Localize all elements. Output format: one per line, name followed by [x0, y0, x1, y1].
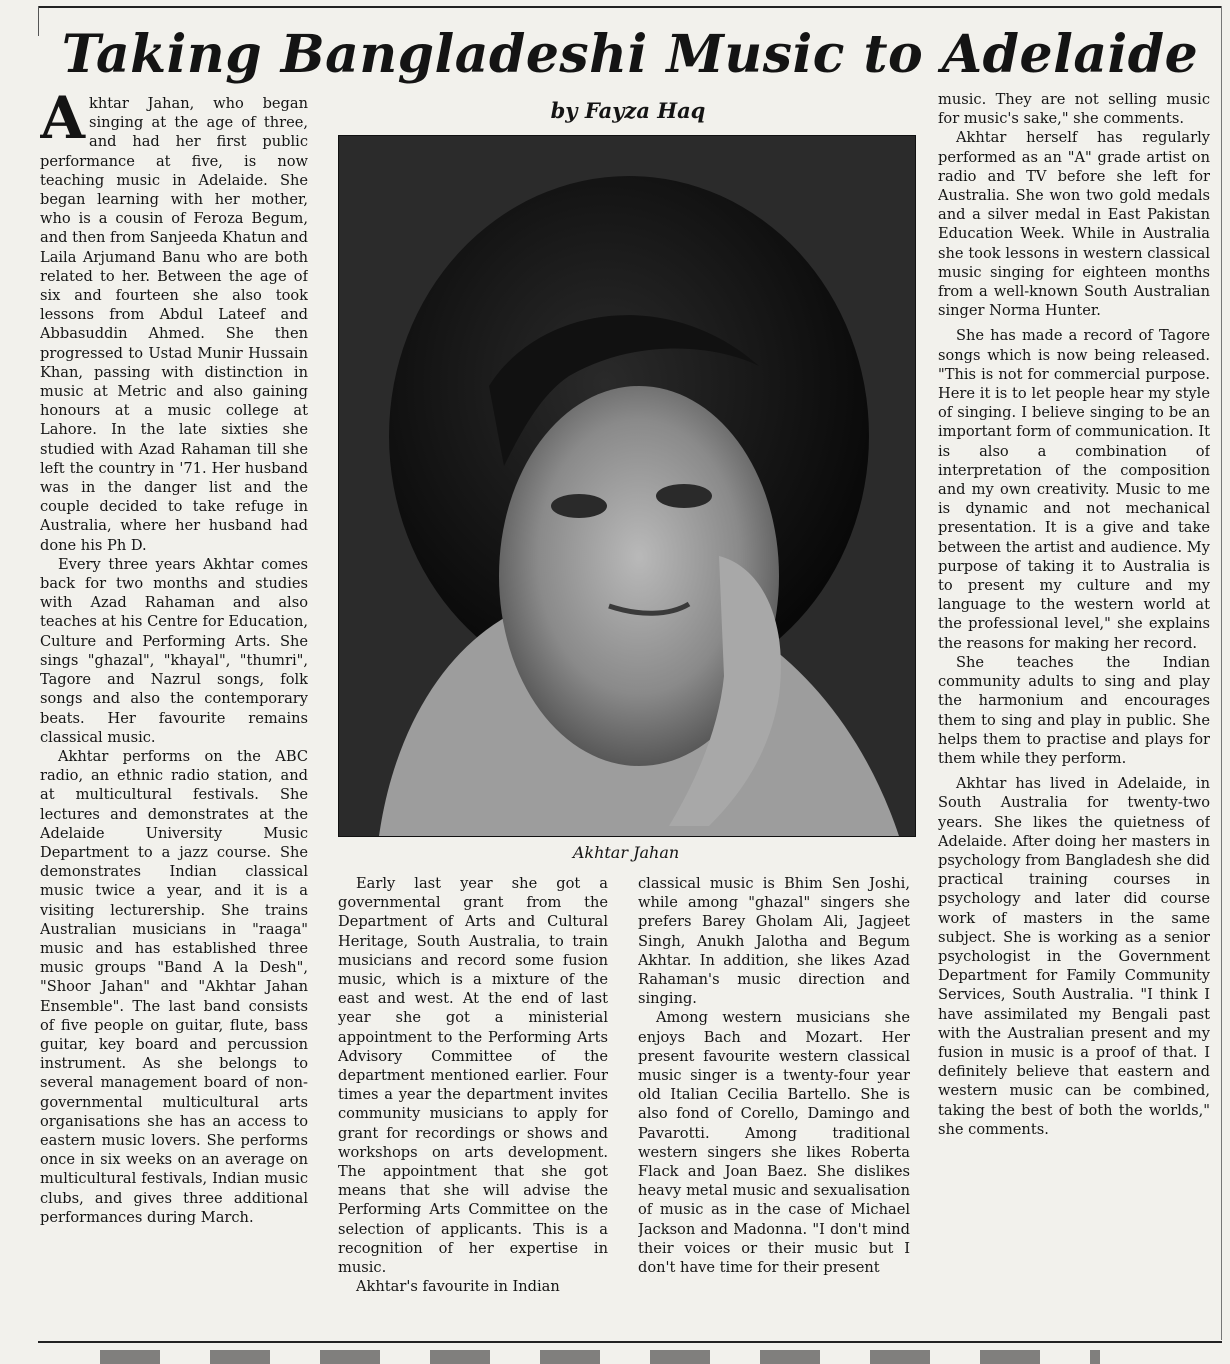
paragraph: Every three years Akhtar comes back for two months and studies with Azad Rahaman and also teaches at his Centre for Education, Culture and Performing Arts. She sings "ghazal", "khayal", "thumri", Tagore and Nazrul songs, folk songs and also the contemporary beats. Her favourite remains classical music. — [40, 555, 308, 746]
paragraph: classical music is Bhim Sen Joshi, while among "ghazal" singers she prefers Barey Gholam Ali, Jagjeet Singh, Anukh Jalotha and Begum Akhtar. In addition, she likes Azad Rahaman's music direction and singing. — [638, 875, 910, 1008]
column-3 — [638, 874, 910, 1340]
paragraph: Akhtar herself has regularly performed as an "A" grade artist on radio and TV before she left for Australia. She won two gold medals and a silver medal in East Pakistan Education Week. While in Australia she took lessons in western classical music singing for eighteen months from a well-known South Australian singer Norma Hunter. — [938, 129, 1210, 320]
paragraph: Akhtar performs on the ABC radio, an ethnic radio station, and at multicultural festivals. She lectures and demonstrates at the Adelaide University Music Department to a jazz course. She demonstrates Indian classical music twice a year, and it is a visiting lecturership. She trains Australian musicians in "raaga" music and has established three music groups "Band A la Desh", "Shoor Jahan" and "Akhtar Jahan Ensemble". The last band consists of five people on guitar, flute, bass guitar, key board and percussion instrument. As she belongs to several management board of non-governmental multicultural arts organisations she has an access to eastern music lovers. She performs once in six weeks on an average on multicultural festivals, Indian music clubs, and gives three additional performances during March. — [40, 747, 308, 1226]
column-1 — [40, 94, 308, 1340]
column-4 — [938, 90, 1210, 1340]
column-2 — [338, 874, 608, 1340]
left-rule — [38, 6, 39, 36]
photo-caption: Akhtar Jahan — [572, 843, 680, 862]
paragraph-text: khtar Jahan, who began singing at the age of three, and had her first public performance at five, is now teaching music in Adelaide. She began learning with her mother, who is a cousin of Feroza Begum, and then from Sanjeeda Khatun and Laila Arjumand Banu who are both related to her. Between the age of six and fourteen she also took lessons from Abdul Lateef and Abbasuddin Ahmed. She then progressed to Ustad Munir Hussain Khan, passing with distinction in music at Metric and also gaining honours at a music college at Lahore. In the late sixties she studied with Azad Rahaman till she left the country in '71. Her husband was in the danger list and the couple decided to take refuge in Australia, where her husband had done his Ph D. — [40, 95, 308, 554]
paragraph: She has made a record of Tagore songs which is now being released. "This is not for commercial purpose. Here it is to let people hear my style of singing. I believe singing to be an important form of communication. It is also a combination of interpretation of the composition and my own creativity. Music to me is dynamic and not mechanical presentation. It is a give and take between the artist and audience. My purpose of taking it to Australia is to present my culture and my language to the western world at the professional level," she explains the reasons for making her record. — [938, 327, 1210, 652]
right-rule — [1221, 6, 1222, 1340]
byline: by Fayza Haq — [550, 98, 706, 123]
paragraph: Early last year she got a governmental grant from the Department of Arts and Cultural Heritage, South Australia, to train musicians and record some fusion music, which is a mixture of the east and west. At the end of last year she got a ministerial appointment to the Performing Arts Advisory Committee of the department mentioned earlier. Four times a year the department invites community musicians to apply for grant for recordings or shows and workshops on arts development. The appointment that she got means that she will advise the Performing Arts Committee on the selection of applicants. This is a recognition of her expertise in music. — [338, 875, 608, 1277]
headline: Taking Bangladeshi Music to Adelaide — [61, 24, 1199, 85]
paragraph: She teaches the Indian community adults to sing and play the harmonium and encourages them to sing and play in public. She helps them to practise and plays for them while they perform. — [938, 653, 1210, 767]
paragraph — [40, 94, 308, 555]
paragraph: Akhtar has lived in Adelaide, in South Australia for twenty-two years. She likes the quietness of Adelaide. After doing her masters in psychology from Bangladesh she did practical training courses in psychology and later did course work of masters in the same subject. She is working as a senior psychologist in the Government Department for Family Community Services, South Australia. "I think I have assimilated my Bengali past with the Australian present and my fusion in music is a proof of that. I definitely believe that eastern and western music can be combined, taking the best of both the worlds," she comments. — [938, 775, 1210, 1138]
paragraph: Akhtar's favourite in Indian — [356, 1278, 560, 1296]
portrait-photo — [338, 135, 916, 837]
next-headline-fragment — [100, 1350, 1100, 1364]
paragraph: Among western musicians she enjoys Bach and Mozart. Her present favourite western classical music singer is a twenty-four year old Italian Cecilia Bartello. She is also fond of Corello, Damingo and Pavarotti. Among traditional western singers she likes Roberta Flack and Joan Baez. She dislikes heavy metal music and sexualisation of music as in the case of Michael Jackson and Madonna. "I don't mind their voices or their music but I don't have time for their present — [638, 1009, 910, 1277]
paragraph: music. They are not selling music for music's sake," she comments. — [938, 91, 1210, 128]
drop-cap: A — [40, 94, 86, 152]
portrait-illustration — [339, 136, 915, 836]
bottom-rule — [38, 1341, 1222, 1343]
top-rule — [38, 6, 1222, 8]
